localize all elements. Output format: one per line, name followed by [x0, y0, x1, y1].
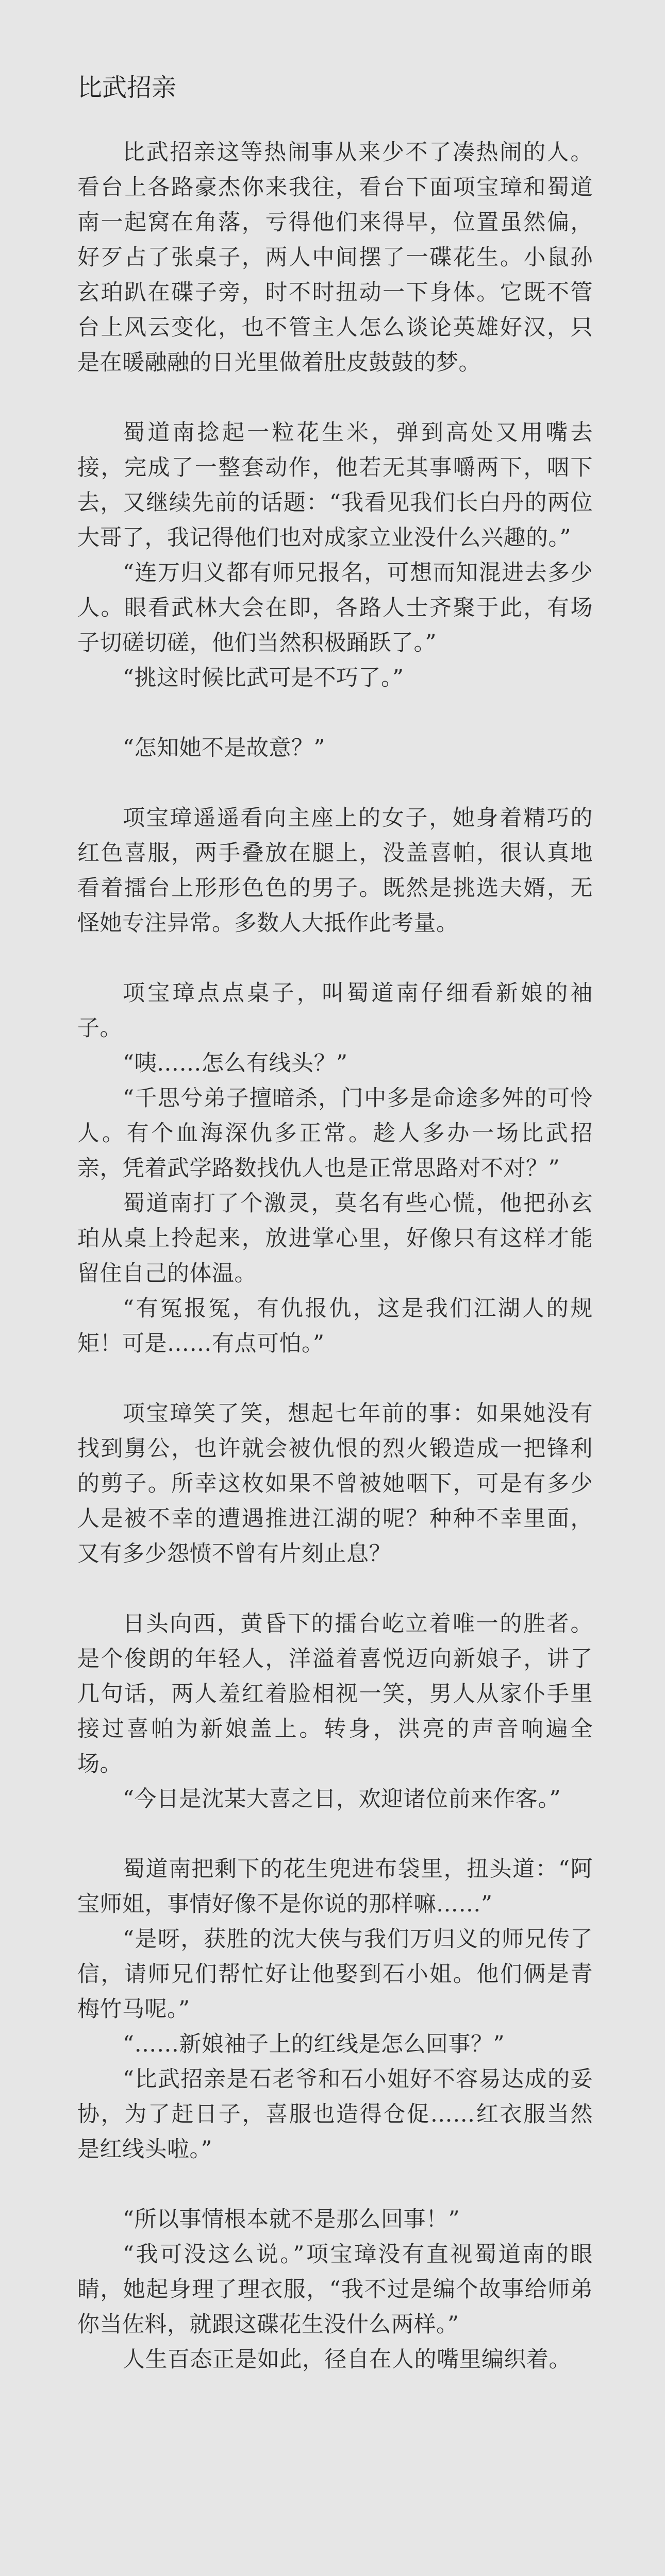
article-paragraph: “咦……怎么有线头？” — [123, 1050, 348, 1076]
article-paragraph: “千思兮弟子擅暗杀，门中多是命途多舛的可怜人。有个血海深仇多正常。趁人多办一场比武招亲，凭着武学路数找仇人也是正常思路对不对？” — [77, 1086, 593, 1181]
article-paragraph: 日头向西，黄昏下的擂台屹立着唯一的胜者。是个俊朗的年轻人，洋溢着喜悦迈向新娘子，讲了几句话，两人羞红着脸相视一笑，男人从家仆手里接过喜帕为新娘盖上。转身，洪亮的声音响遍全场。 — [77, 1611, 593, 1777]
paragraph-spacer — [77, 2167, 593, 2202]
article-body — [77, 135, 593, 2377]
article-paragraph: “连万归义都有师兄报名，可想而知混进去多少人。眼看武林大会在即，各路人士齐聚于此，有场子切磋切磋，他们当然积极踊跃了。” — [77, 560, 593, 656]
article-paragraph: 比武招亲这等热闹事从来少不了凑热闹的人。看台上各路豪杰你来我往，看台下面项宝璋和蜀道南一起窝在角落，亏得他们来得早，位置虽然偏，好歹占了张桌子，两人中间摆了一碟花生。小鼠孙玄珀趴在碟子旁，时不时扭动一下身体。它既不管台上风云变化，也不管主人怎么谈论英雄好汉，只是在暖融融的日光里做着肚皮鼓鼓的梦。 — [77, 140, 593, 376]
article-paragraph: 蜀道南把剩下的花生兜进布袋里，扭头道：“阿宝师姐，事情好像不是你说的那样嘛……” — [77, 1856, 593, 1917]
paragraph-spacer — [77, 1571, 593, 1606]
article-paragraph: “所以事情根本就不是那么回事！” — [123, 2207, 460, 2232]
article-paragraph: 蜀道南打了个激灵，莫名有些心慌，他把孙玄珀从桌上拎起来，放进掌心里，好像只有这样才能留住自己的体温。 — [77, 1191, 593, 1286]
paragraph-spacer — [77, 1817, 593, 1852]
article-paragraph: 蜀道南捻起一粒花生米，弹到高处又用嘴去接，完成了一整套动作，他若无其事嚼两下，咽下去，又继续先前的话题：“我看见我们长白丹的两位大哥了，我记得他们也对成家立业没什么兴趣的。” — [77, 420, 593, 551]
article-paragraph: “……新娘袖子上的红线是怎么回事？” — [123, 2031, 505, 2057]
article-paragraph: “怎知她不是故意？” — [123, 735, 325, 761]
article-paragraph: 人生百态正是如此，径自在人的嘴里编织着。 — [123, 2347, 571, 2372]
article-paragraph: 项宝璋遥遥看向主座上的女子，她身着精巧的红色喜服，两手叠放在腿上，没盖喜帕，很认真地看着擂台上形形色色的男子。既然是挑选夫婿，无怪她专注异常。多数人大抵作此考量。 — [77, 805, 593, 936]
article-paragraph: “我可没这么说。”项宝璋没有直视蜀道南的眼睛，她起身理了理衣服，“我不过是编个故事给师弟你当佐料，就跟这碟花生没什么两样。” — [77, 2242, 593, 2337]
article-paragraph: 项宝璋笑了笑，想起七年前的事：如果她没有找到舅公，也许就会被仇恨的烈火锻造成一把锋利的剪子。所幸这枚如果不曾被她咽下，可是有多少人是被不幸的遭遇推进江湖的呢？种种不幸里面，又有多少怨愤不曾有片刻止息？ — [77, 1401, 593, 1567]
article-paragraph: “挑这时候比武可是不巧了。” — [123, 665, 404, 691]
paragraph-spacer — [77, 380, 593, 415]
article-paragraph: “有冤报冤，有仇报仇，这是我们江湖人的规矩！可是……有点可怕。” — [77, 1296, 593, 1357]
article-title: 比武招亲 — [77, 73, 177, 102]
paragraph-spacer — [77, 766, 593, 801]
article-paragraph: “比武招亲是石老爷和石小姐好不容易达成的妥协，为了赶日子，喜服也造得仓促……红衣服当然是红线头啦。” — [77, 2066, 593, 2162]
paragraph-spacer — [77, 941, 593, 976]
article-paragraph: 项宝璋点点桌子，叫蜀道南仔细看新娘的袖子。 — [77, 980, 593, 1041]
paragraph-spacer — [77, 696, 593, 731]
paragraph-spacer — [77, 1361, 593, 1396]
article-paragraph: “今日是沈某大喜之日，欢迎诸位前来作客。” — [123, 1786, 561, 1812]
article-paragraph: “是呀，获胜的沈大侠与我们万归义的师兄传了信，请师兄们帮忙好让他娶到石小姐。他们俩是青梅竹马呢。” — [77, 1926, 593, 2022]
